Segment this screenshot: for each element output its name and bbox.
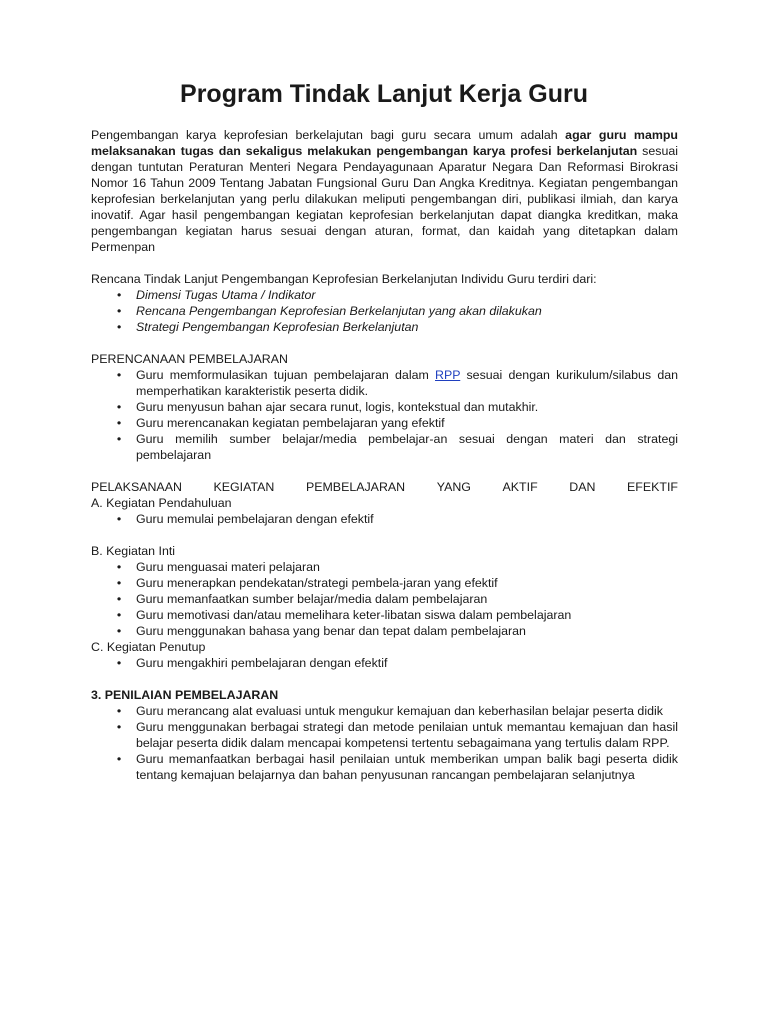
- list-item: • Guru menggunakan bahasa yang benar dan tepat dalam pembelajaran: [91, 623, 678, 639]
- page-title: Program Tindak Lanjut Kerja Guru: [180, 80, 588, 108]
- pelaksanaan-heading: PELAKSANAAN KEGIATAN PEMBELAJARAN YANG AKTIF DAN EFEKTIF: [91, 480, 678, 494]
- list-item: • Dimensi Tugas Utama / Indikator: [91, 287, 678, 303]
- list-item: • Guru memilih sumber belajar/media pembelajar-an sesuai dengan materi dan strategi pembelajaran: [91, 431, 678, 463]
- perencanaan-list: [91, 367, 678, 463]
- list-item: • Guru menerapkan pendekatan/strategi pembela-jaran yang efektif: [91, 575, 678, 591]
- section-b-label: B. Kegiatan Inti: [91, 544, 176, 558]
- bullet-icon: •: [116, 576, 122, 590]
- list-item: • Guru memotivasi dan/atau memelihara keter-libatan siswa dalam pembelajaran: [91, 607, 678, 623]
- document-body: [91, 127, 678, 783]
- list-item: • Guru merencanakan kegiatan pembelajaran yang efektif: [91, 415, 678, 431]
- rencana-list: [91, 287, 678, 335]
- bullet-icon: •: [116, 288, 122, 302]
- perencanaan-heading: PERENCANAAN PEMBELAJARAN: [91, 352, 288, 366]
- bullet-icon: •: [116, 400, 122, 414]
- bullet-icon: •: [116, 720, 122, 734]
- bullet-icon: •: [116, 368, 122, 382]
- bullet-icon: •: [116, 560, 122, 574]
- bullet-icon: •: [116, 432, 122, 446]
- intro-paragraph: [91, 127, 678, 255]
- list-item: • Guru menguasai materi pelajaran: [91, 559, 678, 575]
- intro-bold-text: agar guru mampu melaksanakan tugas dan sekaligus melakukan pengembangan karya profesi berkelanjutan: [91, 128, 678, 158]
- bullet-icon: •: [116, 512, 122, 526]
- list-item: • Guru memanfaatkan berbagai hasil penilaian untuk memberikan umpan balik bagi peserta didik tentang kemajuan belajarnya dan bahan penyusunan rancangan pembelajaran selanjutnya: [91, 751, 678, 783]
- list-item: • Rencana Pengembangan Keprofesian Berkelanjutan yang akan dilakukan: [91, 303, 678, 319]
- penilaian-list: [91, 703, 678, 783]
- rencana-heading: Rencana Tindak Lanjut Pengembangan Keprofesian Berkelanjutan Individu Guru terdiri dari:: [91, 272, 597, 286]
- rpp-link[interactable]: RPP: [435, 368, 461, 382]
- bullet-icon: •: [116, 704, 122, 718]
- section-c-label: C. Kegiatan Penutup: [91, 640, 206, 654]
- list-item: • Guru menyusun bahan ajar secara runut, logis, kontekstual dan mutakhir.: [91, 399, 678, 415]
- bullet-icon: •: [116, 416, 122, 430]
- list-item: • Guru memulai pembelajaran dengan efektif: [91, 511, 678, 527]
- section-a-list: [91, 511, 678, 527]
- bullet-icon: •: [116, 304, 122, 318]
- penilaian-heading: 3. PENILAIAN PEMBELAJARAN: [91, 688, 279, 702]
- list-item: • Guru merancang alat evaluasi untuk mengukur kemajuan dan keberhasilan belajar peserta didik: [91, 703, 678, 719]
- bullet-icon: •: [116, 608, 122, 622]
- list-item: • Guru memformulasikan tujuan pembelajaran dalam RPP sesuai dengan kurikulum/silabus dan memperhatikan karakteristik peserta didik.: [91, 367, 678, 399]
- list-item: • Strategi Pengembangan Keprofesian Berkelanjutan: [91, 319, 678, 335]
- section-b-list: [91, 559, 678, 639]
- bullet-icon: •: [116, 752, 122, 766]
- bullet-icon: •: [116, 656, 122, 670]
- section-c-list: [91, 655, 678, 671]
- bullet-icon: •: [116, 320, 122, 334]
- intro-text-1: Pengembangan karya keprofesian berkelajutan bagi guru secara umum adalah: [91, 128, 566, 142]
- bullet-icon: •: [116, 592, 122, 606]
- list-item: • Guru menggunakan berbagai strategi dan metode penilaian untuk memantau kemajuan dan hasil belajar peserta didik dalam mencapai kompetensi tertentu sebagaimana yang tertulis dalam RPP.: [91, 719, 678, 751]
- intro-text-2: sesuai dengan tuntutan Peraturan Menteri Negara Pendayagunaan Aparatur Negara Dan Reformasi Birokrasi Nomor 16 Tahun 2009 Tentang Jabatan Fungsional Guru Dan Angka Kreditnya. Kegiatan pengembangan keprofesian berkelanjutan yang perlu dilakukan meliputi pengembangan diri, publikasi ilmiah, dan karya inovatif. Agar hasil pengembangan kegiatan keprofesian berkelanjutan dapat diangka kreditkan, maka pengembangan kegiatan harus sesuai dengan aturan, format, dan kaidah yang ditetapkan dalam Permenpan: [91, 144, 678, 254]
- section-a-label: A. Kegiatan Pendahuluan: [91, 496, 232, 510]
- list-item: • Guru memanfaatkan sumber belajar/media dalam pembelajaran: [91, 591, 678, 607]
- list-item: • Guru mengakhiri pembelajaran dengan efektif: [91, 655, 678, 671]
- bullet-icon: •: [116, 624, 122, 638]
